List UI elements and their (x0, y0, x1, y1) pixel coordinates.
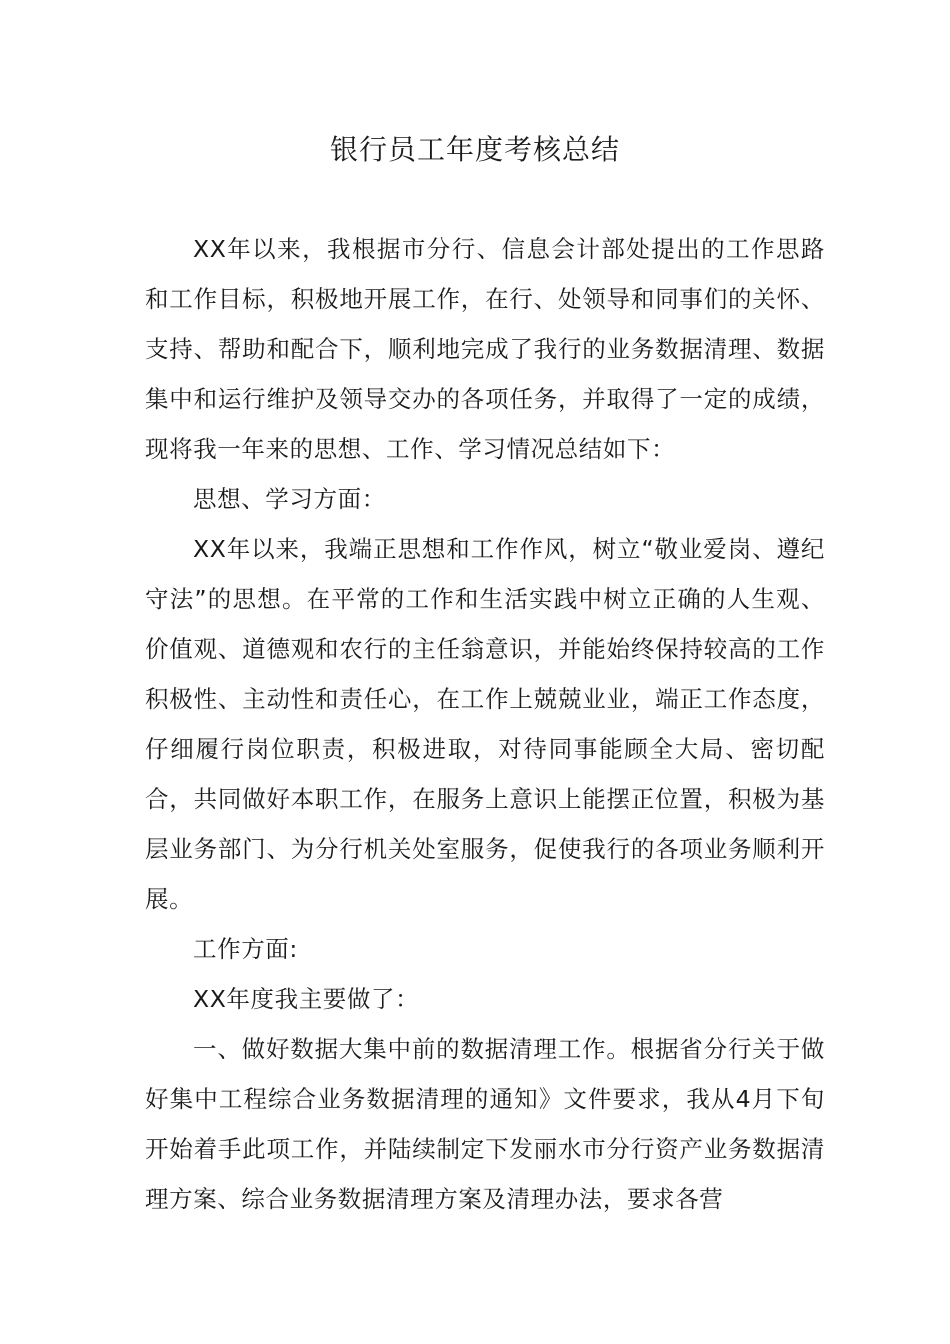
paragraph-thought: XX年以来，我端正思想和工作作风，树立“敬业爱岗、遵纪守法”的思想。在平常的工作和生活实践中树立正确的人生观、价值观、道德观和农行的主任翁意识，并能始终保持较高的工作积极性、主动性和责任心，在工作上兢兢业业，端正工作态度，仔细履行岗位职责，积极进取，对待同事能顾全大局、密切配合，共同做好本职工作，在服务上意识上能摆正位置，积极为基层业务部门、为分行机关处室服务，促使我行的各项业务顺利开展。 (145, 535, 825, 913)
paragraph-intro: XX年以来，我根据市分行、信息会计部处提出的工作思路和工作目标，积极地开展工作，在行、处领导和同事们的关怀、支持、帮助和配合下，顺利地完成了我行的业务数据清理、数据集中和运行维护及领导交办的各项任务，并取得了一定的成绩，现将我一年来的思想、工作、学习情况总结如下： (145, 235, 825, 463)
paragraph-work-item-1: 一、做好数据大集中前的数据清理工作。根据省分行关于做好集中工程综合业务数据清理的通知》文件要求，我从4月下旬开始着手此项工作，并陆续制定下发丽水市分行资产业务数据清理方案、综合业务数据清理方案及清理办法，要求各营 (145, 1035, 825, 1213)
paragraph-work-intro: XX年度我主要做了： (193, 985, 420, 1013)
paragraph-heading-thought: 思想、学习方面： (193, 485, 386, 513)
document-title: 银行员工年度考核总结 (329, 133, 620, 166)
document-body (145, 224, 825, 1224)
paragraph-heading-work: 工作方面: (193, 935, 298, 963)
